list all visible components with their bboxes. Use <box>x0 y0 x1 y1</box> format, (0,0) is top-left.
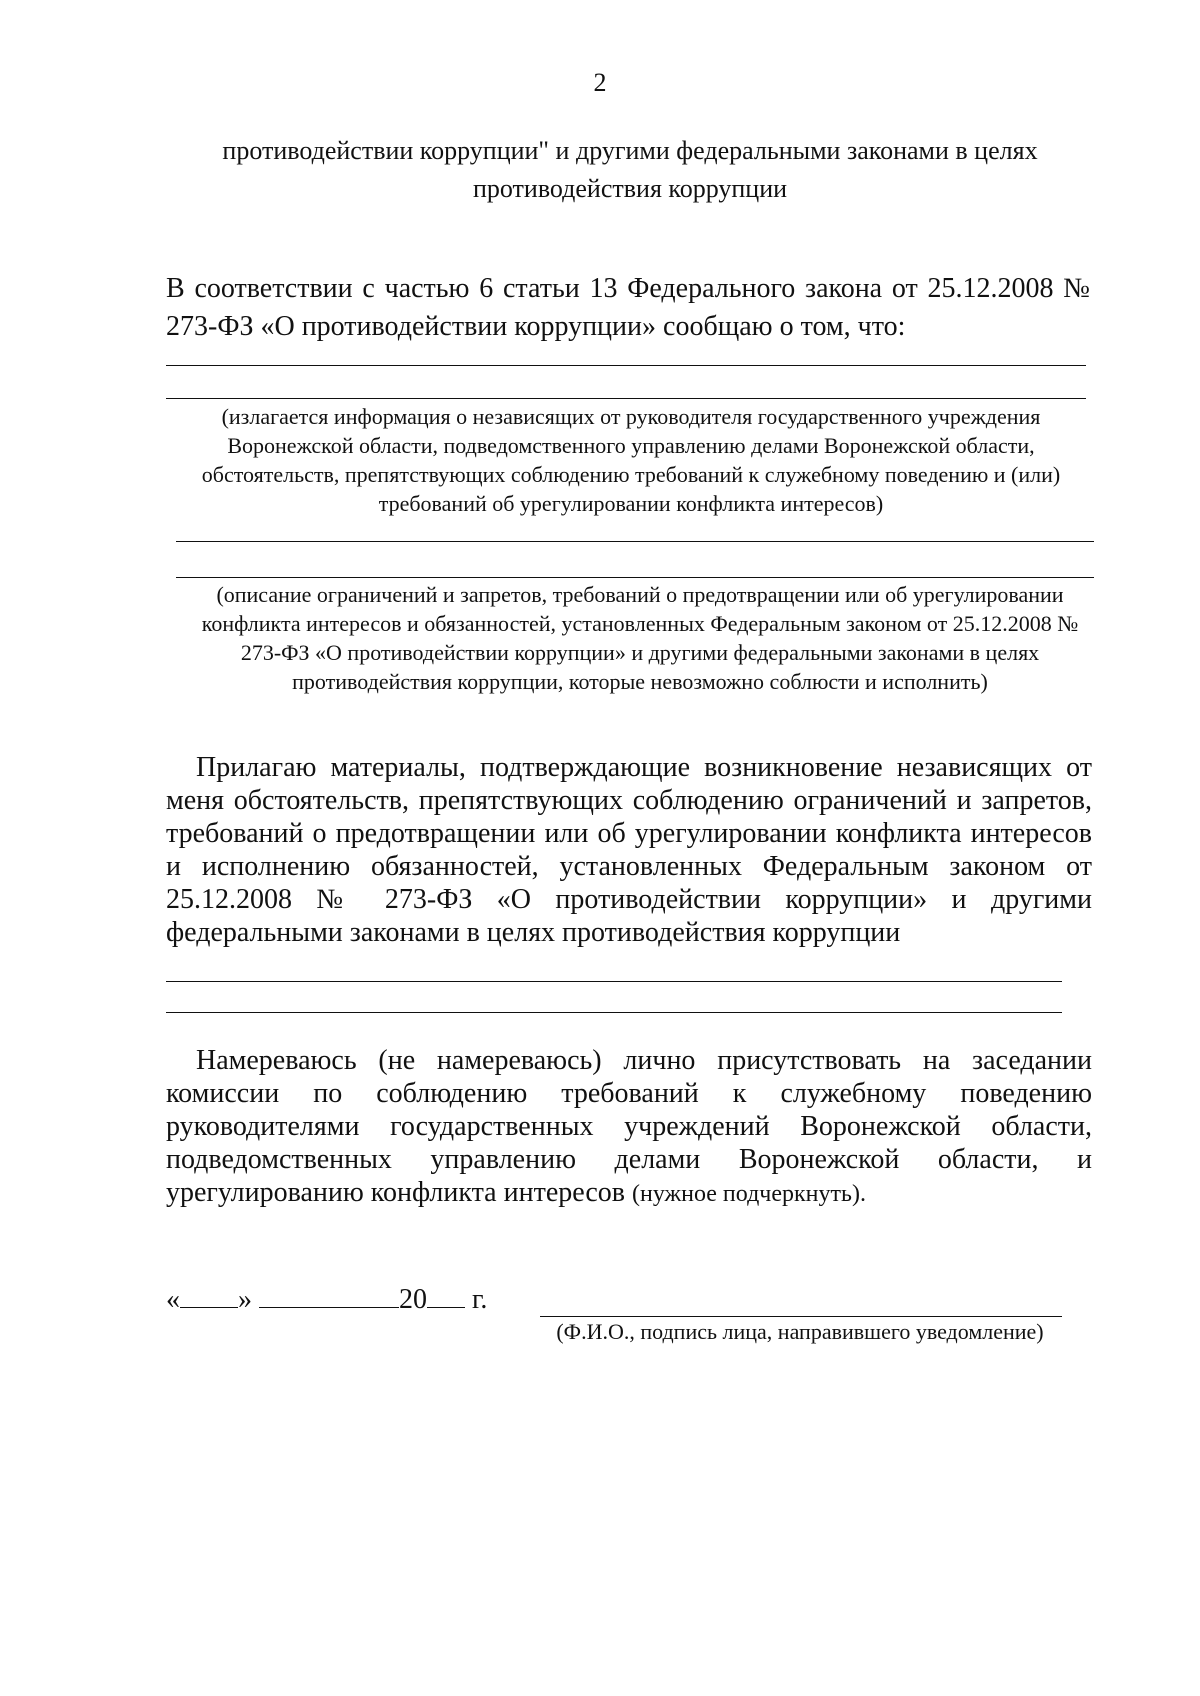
fill-line-1 <box>166 365 1086 366</box>
fill-line-3 <box>176 541 1094 542</box>
heading-continuation: противодействии коррупции" и другими федеральными законами в целях противодействия коррупции <box>222 136 1038 203</box>
fill-line-6 <box>166 1012 1062 1013</box>
date-open-quote: « <box>166 1284 180 1315</box>
day-blank[interactable] <box>180 1283 238 1308</box>
year-blank[interactable] <box>427 1283 465 1308</box>
year-suffix: г. <box>472 1284 488 1315</box>
date-field <box>166 1283 487 1317</box>
attendance-text: Намереваюсь (не намереваюсь) лично присутствовать на заседании комиссии по соблюдению требований к служебному поведению руководителями государственных учреждений Воронежской области, подведомственных управлению делами Воронежской области, и урегулированию конфликта интересов <box>166 1045 1092 1208</box>
attendance-hint: (нужное подчеркнуть). <box>632 1181 866 1207</box>
month-blank[interactable] <box>259 1283 399 1308</box>
year-prefix: 20 <box>399 1284 427 1315</box>
signature-caption: (Ф.И.О., подпись лица, направившего уведомление) <box>556 1319 1044 1344</box>
attendance-paragraph <box>166 1044 1092 1211</box>
fill-line-5 <box>166 981 1062 982</box>
note-restrictions: (описание ограничений и запретов, требований о предотвращении или об урегулировании конфликта интересов и обязанностей, установленных Федеральным законом от 25.12.2008 № 273-ФЗ «О противодействии коррупции» и другими федеральными законами в целях противодействия коррупции, которые невозможно соблюсти и исполнить) <box>201 582 1079 694</box>
note-circumstances: (излагается информация о независящих от руководителя государственного учреждения Воронежской области, подведомственного управлению делами Воронежской области, обстоятельств, препятствующих соблюдению требований к служебному поведению и (или) требований об урегулировании конфликта интересов) <box>201 404 1061 516</box>
page-number: 2 <box>593 68 607 97</box>
date-close-quote: » <box>238 1284 252 1315</box>
signature-line[interactable] <box>540 1316 1062 1317</box>
fill-line-4 <box>176 577 1094 578</box>
fill-line-2 <box>166 398 1086 399</box>
materials-paragraph: Прилагаю материалы, подтверждающие возникновение независящих от меня обстоятельств, препятствующих соблюдению ограничений и запретов, требований о предотвращении или об урегулировании конфликта интересов и исполнению обязанностей, установленных Федеральным законом от 25.12.2008 № 273-ФЗ «О противодействии коррупции» и другими федеральными законами в целях противодействия коррупции <box>166 752 1092 948</box>
statement-paragraph: В соответствии с частью 6 статьи 13 Федерального закона от 25.12.2008 № 273-ФЗ «О противодействии коррупции» сообщаю о том, что: <box>166 273 1090 342</box>
